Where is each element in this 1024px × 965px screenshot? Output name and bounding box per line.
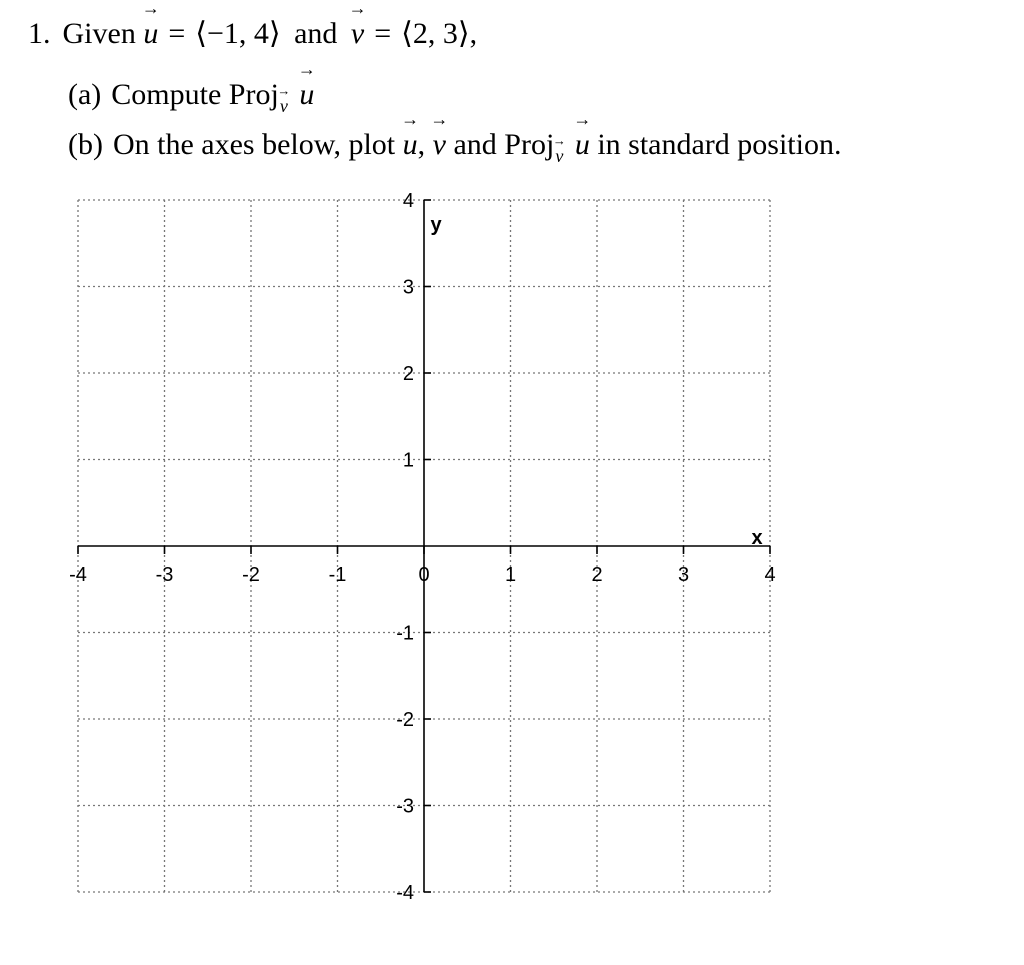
y-axis-label: y — [430, 214, 442, 236]
part-b-vector-v: → v — [433, 128, 446, 162]
y-tick-label: 2 — [402, 363, 414, 385]
part-b-text-after: in standard position. — [597, 128, 842, 161]
x-tick-label: 2 — [591, 564, 603, 586]
v-value: ⟨2, 3⟩, — [401, 17, 478, 50]
vector-v: → v — [351, 17, 364, 51]
part-a-vector-u: → u — [299, 78, 314, 112]
y-tick-label: -2 — [396, 709, 414, 731]
part-b-comma: , — [417, 128, 426, 161]
equals-sign: = — [168, 17, 186, 50]
given-word: Given — [62, 17, 136, 50]
y-tick-label: -3 — [396, 795, 414, 818]
vector-u: → u — [143, 17, 158, 51]
x-tick-label: 1 — [504, 564, 517, 586]
part-a-text: Compute Proj — [111, 78, 279, 111]
tick-labels — [69, 190, 775, 904]
equals-sign-2: = — [374, 17, 392, 50]
y-tick-label: 1 — [402, 449, 414, 472]
part-b-vector-u: → u — [403, 128, 418, 162]
x-tick-label: -1 — [328, 564, 347, 586]
x-axis-label: x — [751, 527, 763, 549]
x-tick-label: -3 — [155, 564, 174, 586]
part-a-label: (a) — [68, 78, 102, 111]
x-tick-label: 0 — [418, 564, 430, 586]
axes — [78, 200, 770, 892]
part-b-label: (b) — [68, 128, 103, 161]
part-a-subscript-v: → v — [280, 96, 288, 117]
y-tick-label: 4 — [402, 190, 414, 212]
y-tick-label: -4 — [396, 882, 414, 904]
part-b-proj-vector-u: → u — [575, 128, 590, 162]
x-tick-label: -4 — [69, 564, 87, 586]
y-tick-label: 3 — [402, 276, 414, 299]
u-value: ⟨−1, 4⟩ — [195, 17, 281, 50]
part-b-and-proj: and Proj — [453, 128, 555, 161]
y-tick-label: -1 — [396, 622, 414, 645]
part-b-text-before: On the axes below, plot — [112, 128, 396, 161]
problem-number: 1. — [28, 17, 51, 50]
x-tick-label: 4 — [764, 564, 776, 586]
and-word: and — [294, 17, 338, 50]
x-tick-label: 3 — [677, 564, 690, 586]
x-tick-label: -2 — [242, 564, 260, 586]
part-b-subscript-v: → v — [555, 146, 563, 167]
